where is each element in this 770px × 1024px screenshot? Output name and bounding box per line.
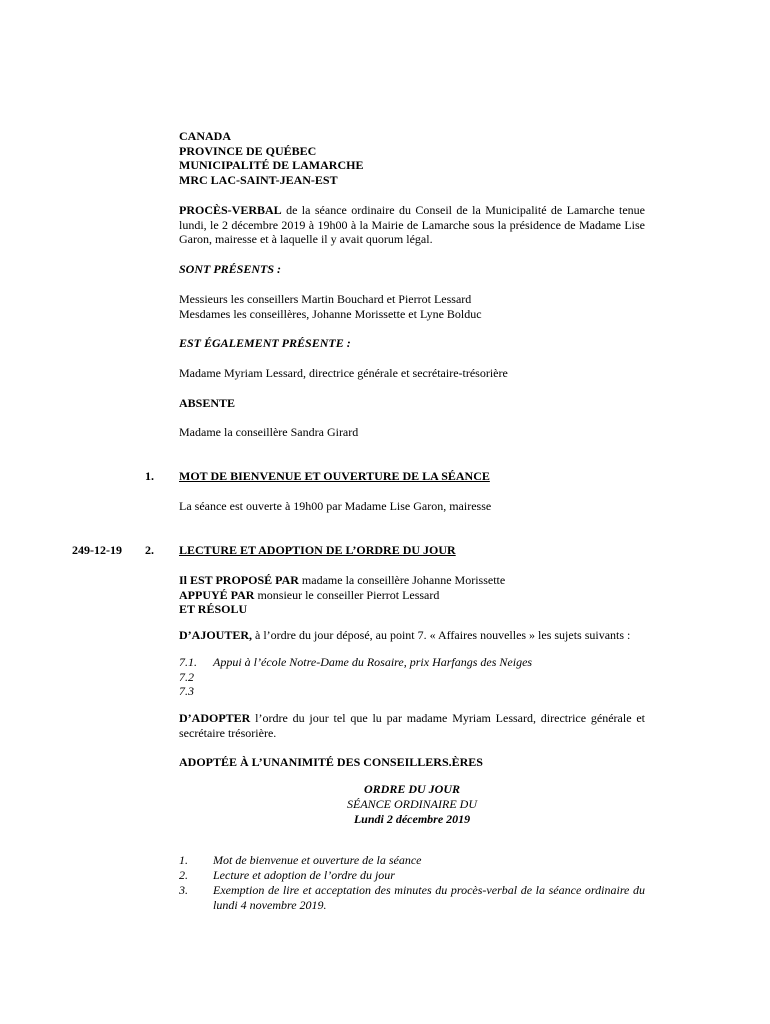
section2-title: LECTURE ET ADOPTION DE L’ORDRE DU JOUR — [179, 543, 456, 557]
agenda-date: Lundi 2 décembre 2019 — [353, 812, 471, 826]
add-items-list — [179, 655, 645, 699]
add-label: D’AJOUTER, — [179, 628, 253, 642]
present-heading: SONT PRÉSENTS : — [179, 262, 282, 276]
header-municipality: MUNICIPALITÉ DE LAMARCHE — [179, 158, 364, 173]
agenda-item-text: Exemption de lire et acceptation des minutes du procès-verbal de la séance ordinaire du lundi 4 novembre 2019. — [213, 883, 645, 912]
agenda-subtitle: SÉANCE ORDINAIRE DU — [347, 797, 477, 811]
header-province: PROVINCE DE QUÉBEC — [179, 143, 317, 158]
agenda-item-number: 2. — [179, 868, 188, 882]
header-mrc: MRC LAC-SAINT-JEAN-EST — [179, 172, 338, 187]
section1-number: 1. — [145, 469, 154, 483]
present-line: Mesdames les conseillères, Johanne Morissette et Lyne Bolduc — [179, 306, 482, 321]
seconded-label: APPUYÉ PAR — [179, 587, 255, 602]
agenda-item-text: Mot de bienvenue et ouverture de la séance — [213, 853, 422, 867]
adopt-paragraph — [179, 711, 645, 740]
add-item-text: Appui à l’école Notre-Dame du Rosaire, prix Harfangs des Neiges — [213, 655, 533, 669]
intro-text: de la séance ordinaire du Conseil de la Municipalité de Lamarche tenue lundi, le 2 décembre 2019 à 19h00 à la Mairie de Lamarche sous la présidence de Madame Lise Garon, mairesse et à laquelle il y avait quorum légal. — [179, 203, 645, 247]
adopt-text: l’ordre du jour tel que lu par madame Myriam Lessard, directrice générale et secrétaire trésorière. — [179, 711, 645, 740]
add-item — [179, 670, 645, 685]
resolved-label: ET RÉSOLU — [179, 602, 248, 617]
add-text: à l’ordre du jour déposé, au point 7. « Affaires nouvelles » les sujets suivants : — [252, 628, 631, 642]
proposed-text: madame la conseillère Johanne Morissette — [298, 573, 506, 587]
section2-number: 2. — [145, 543, 154, 557]
document-header — [179, 129, 645, 187]
present-list — [179, 292, 645, 321]
intro-paragraph — [179, 203, 645, 247]
adopt-label: D’ADOPTER — [179, 711, 251, 725]
seconded-text: monsieur le conseiller Pierrot Lessard — [254, 587, 440, 602]
header-country: CANADA — [179, 129, 231, 143]
proposed-label: Il EST PROPOSÉ PAR — [179, 573, 299, 587]
agenda-title: ORDRE DU JOUR — [363, 782, 460, 796]
absent-heading: ABSENTE — [179, 396, 236, 410]
resolution-number: 249-12-19 — [72, 543, 122, 557]
add-item — [179, 655, 645, 670]
also-present-text: Madame Myriam Lessard, directrice générale et secrétaire-trésorière — [179, 366, 508, 380]
add-item-number: 7.3 — [179, 684, 194, 699]
intro-label: PROCÈS-VERBAL — [179, 203, 282, 217]
absent-text: Madame la conseillère Sandra Girard — [179, 425, 359, 439]
agenda-item-number: 3. — [179, 883, 188, 897]
add-item-number: 7.2 — [179, 669, 194, 684]
present-line: Messieurs les conseillers Martin Bouchard et Pierrot Lessard — [179, 292, 472, 306]
agenda-item-text: Lecture et adoption de l’ordre du jour — [213, 868, 395, 882]
unanimity-statement: ADOPTÉE À L’UNANIMITÉ DES CONSEILLERS.ÈRES — [179, 755, 483, 769]
motion-block — [179, 573, 645, 617]
also-present-heading: EST ÉGALEMENT PRÉSENTE : — [179, 336, 351, 350]
add-item-number: 7.1. — [179, 655, 197, 669]
add-paragraph — [179, 628, 645, 643]
section1-text: La séance est ouverte à 19h00 par Madame Lise Garon, mairesse — [179, 499, 492, 513]
add-item — [179, 684, 645, 699]
section1-title: MOT DE BIENVENUE ET OUVERTURE DE LA SÉANCE — [179, 469, 490, 483]
agenda-item-number: 1. — [179, 853, 188, 867]
